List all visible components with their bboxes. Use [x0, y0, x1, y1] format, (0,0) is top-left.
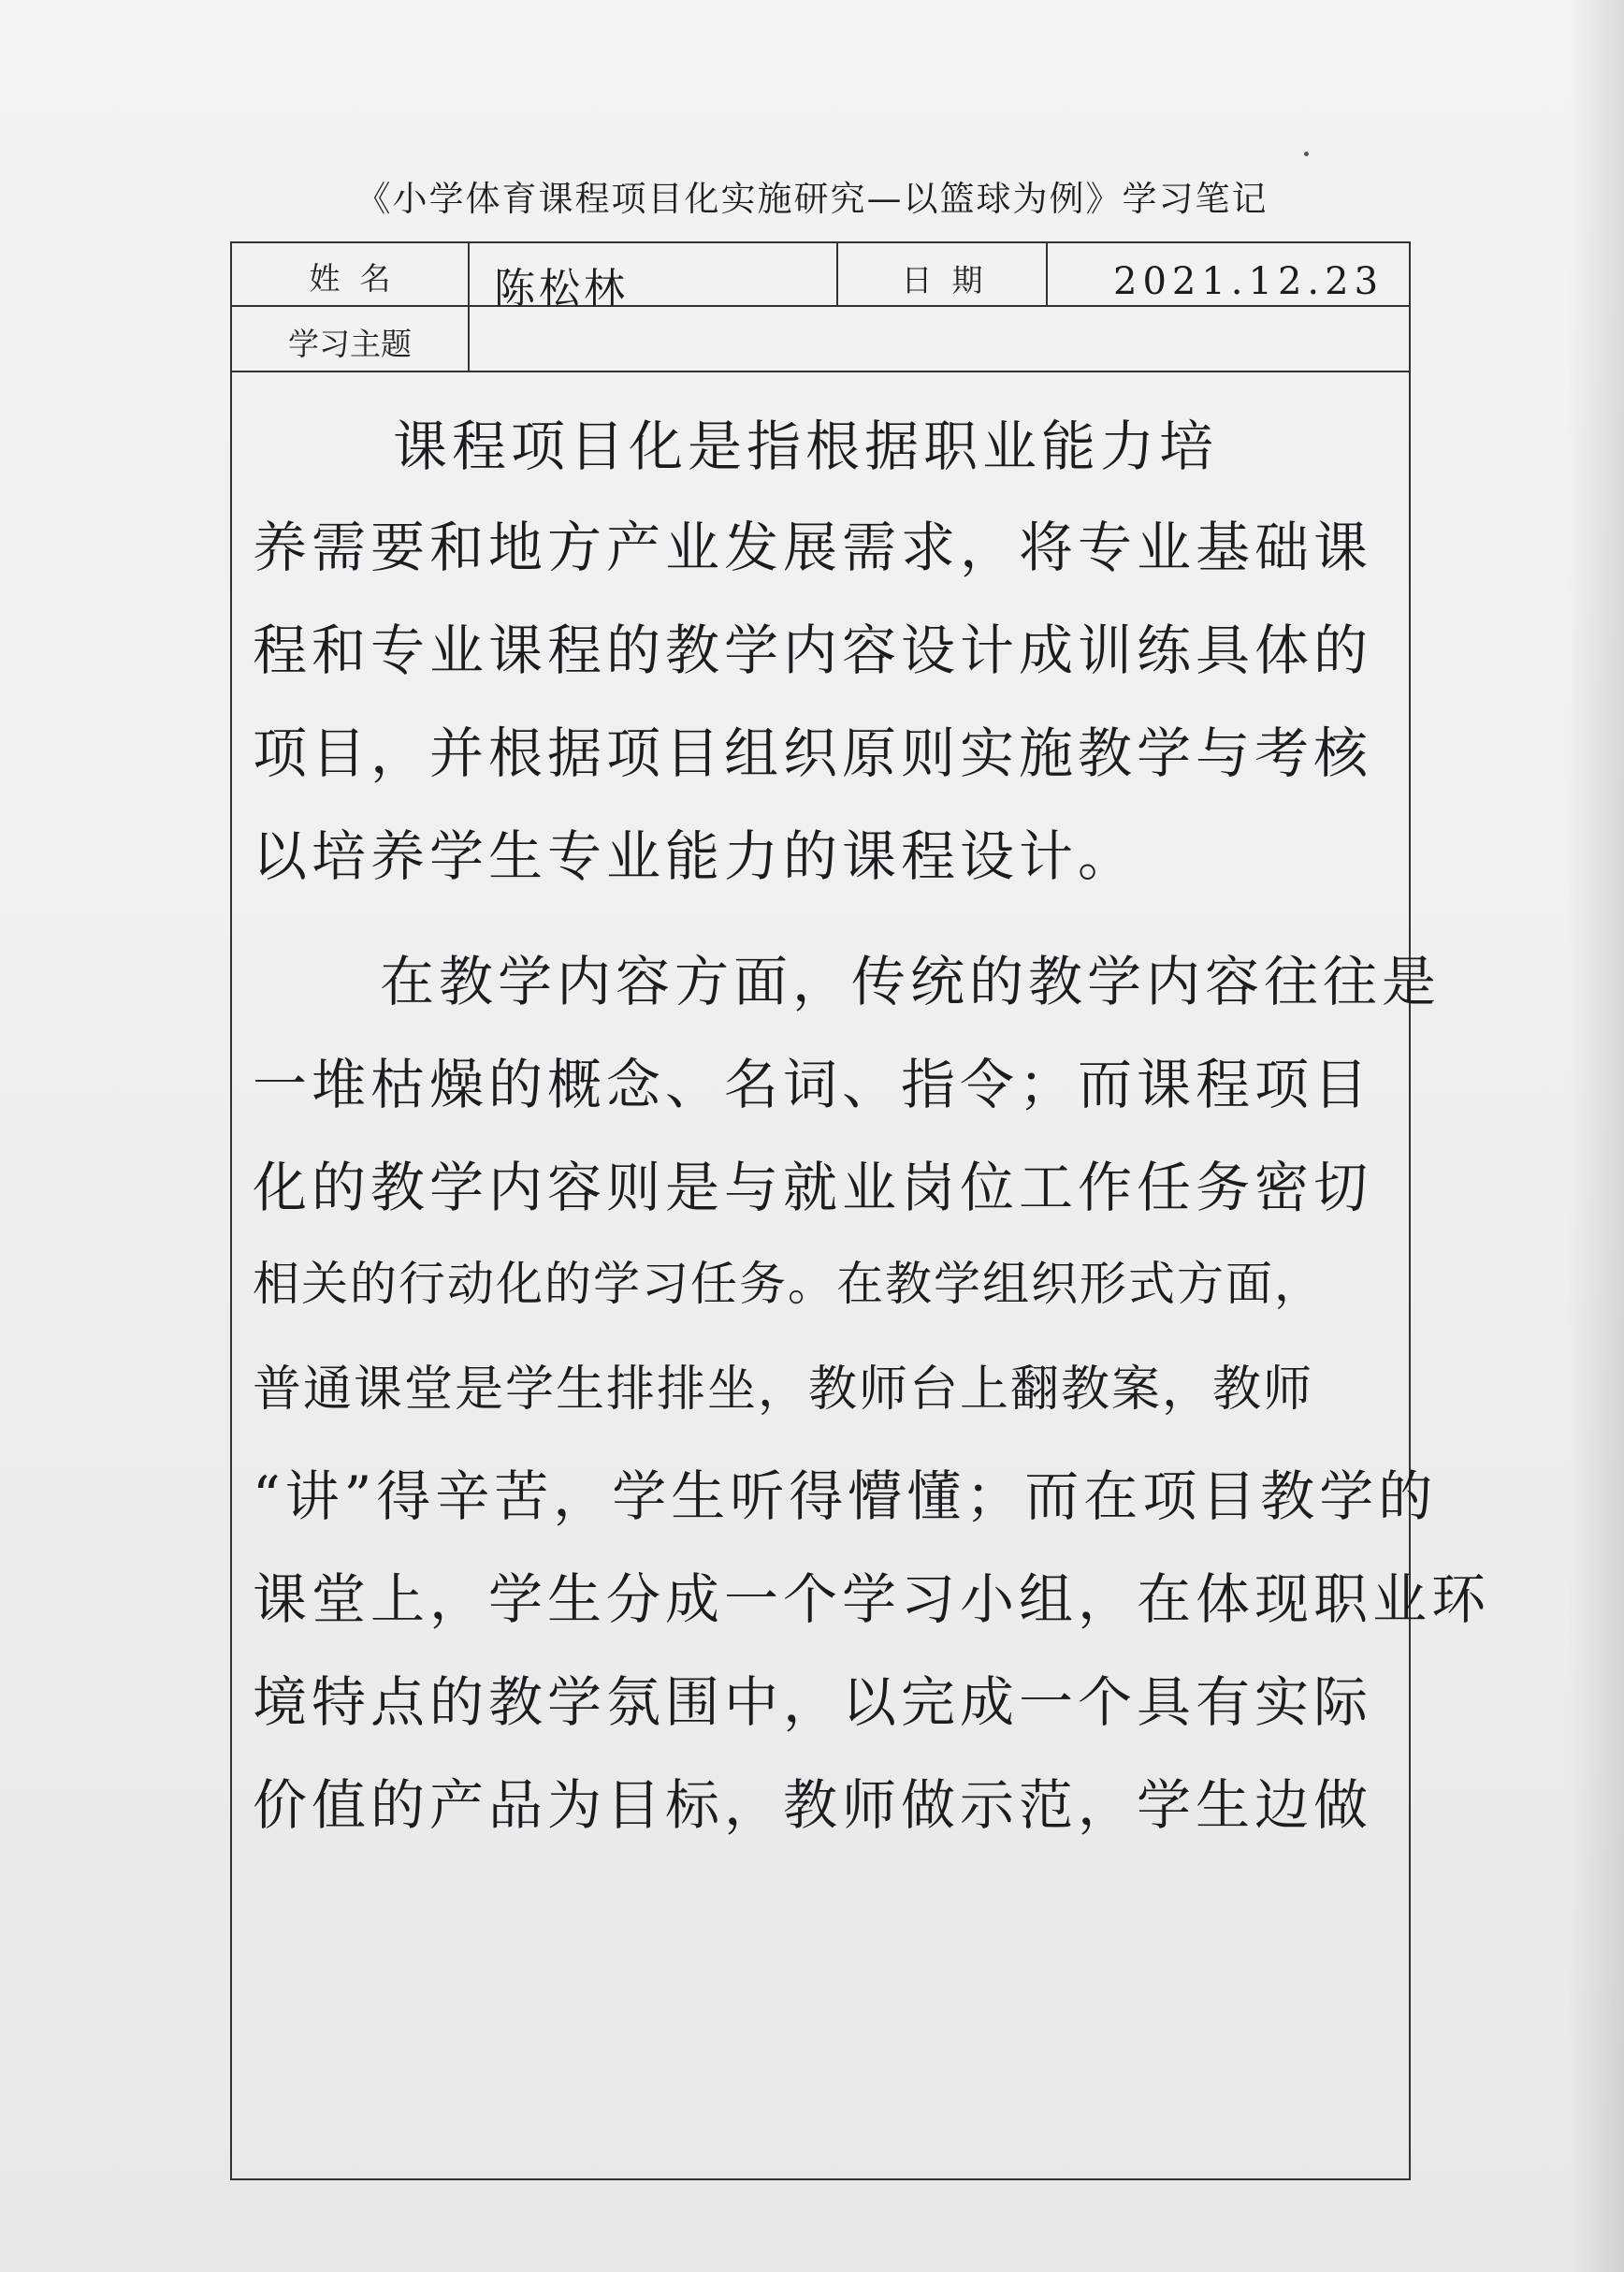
ink-dot	[1304, 152, 1309, 156]
col-divider-label	[468, 241, 470, 371]
col-divider-date-label	[1046, 241, 1048, 305]
note-line: “讲”得辛苦，学生听得懵懂；而在项目教学的	[253, 1464, 1438, 1528]
note-line: 项目，并根据项目组织原则实施教学与考核	[253, 721, 1373, 785]
row-divider-header	[230, 305, 1411, 307]
date-value: 2021.12.23	[1113, 260, 1385, 303]
col-divider-name	[836, 241, 838, 305]
note-line: 课程项目化是指根据职业能力培	[393, 415, 1219, 478]
name-value: 陈松林	[494, 265, 629, 313]
note-line: 课堂上，学生分成一个学习小组，在体现职业环	[253, 1567, 1491, 1631]
topic-label: 学习主题	[288, 326, 412, 362]
note-line: 境特点的教学氛围中，以完成一个具有实际	[253, 1670, 1373, 1734]
note-line: 养需要和地方产业发展需求，将专业基础课	[253, 516, 1373, 579]
note-line: 一堆枯燥的概念、名词、指令；而课程项目	[253, 1053, 1373, 1116]
note-line: 普通课堂是学生排排坐，教师台上翻教案，教师	[253, 1362, 1314, 1418]
document-title: 《小学体育课程项目化实施研究—以篮球为例》学习笔记	[355, 179, 1269, 219]
note-line: 在教学内容方面，传统的教学内容往往是	[380, 950, 1442, 1013]
note-line: 相关的行动化的学习任务。在教学组织形式方面，	[253, 1257, 1323, 1311]
page-shadow	[1568, 0, 1624, 2272]
note-line: 价值的产品为目标，教师做示范，学生边做	[253, 1773, 1373, 1837]
note-line: 程和专业课程的教学内容设计成训练具体的	[253, 619, 1373, 682]
note-line: 化的教学内容则是与就业岗位工作任务密切	[253, 1156, 1373, 1219]
date-label: 日 期	[901, 262, 983, 299]
row-divider-topic	[230, 371, 1411, 372]
name-label: 姓 名	[309, 260, 391, 297]
note-line: 以培养学生专业能力的课程设计。	[253, 824, 1138, 888]
